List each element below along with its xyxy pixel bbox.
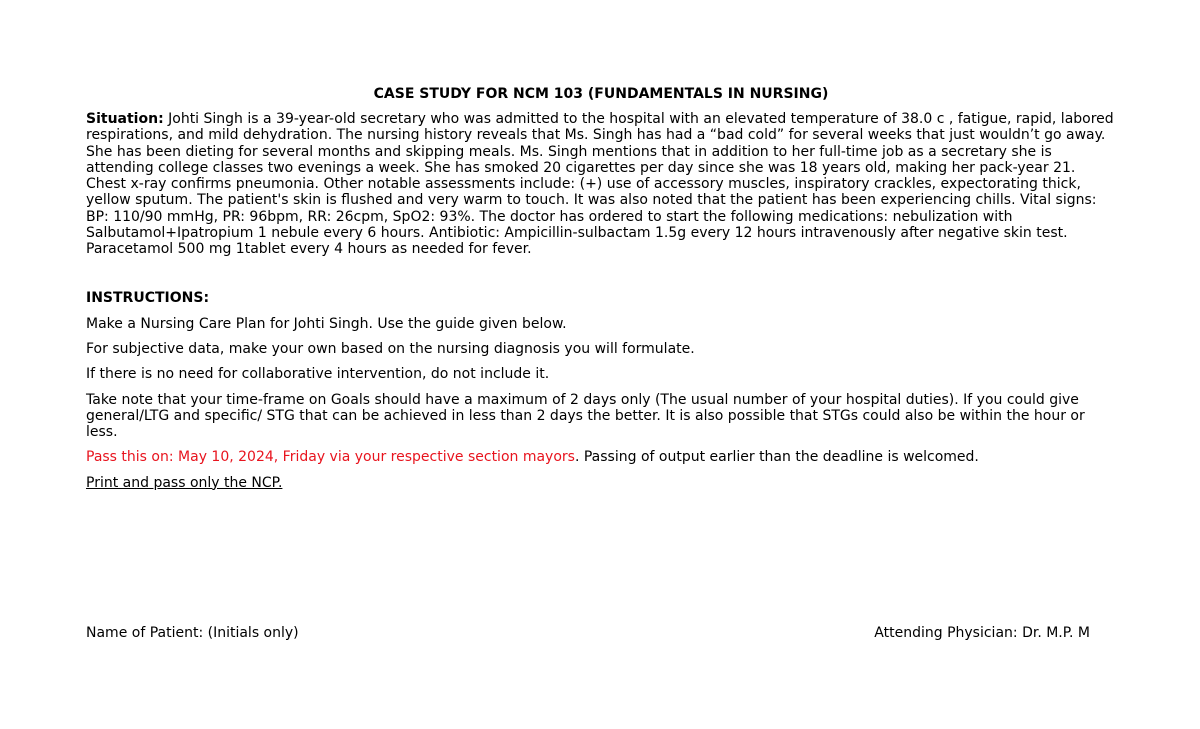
situation-paragraph — [86, 111, 1116, 258]
print-note-paragraph — [86, 475, 1116, 491]
deadline-highlight: Pass this on: May 10, 2024, Friday via your respective section mayors — [86, 449, 575, 466]
document-title: CASE STUDY FOR NCM 103 (FUNDAMENTALS IN NURSING) — [373, 86, 829, 102]
instruction-item-2: For subjective data, make your own based on the nursing diagnosis you will formulate. — [86, 340, 695, 357]
situation-text: Johti Singh is a 39-year-old secretary who was admitted to the hospital with an elevated temperature of 38.0 c , fatigue, rapid, labored respirations, and mild dehydration. The nursing history reveals that Ms. Singh has had a “bad cold” for several weeks that just wouldn’t go away. She has been dieting for several months and skipping meals. Ms. Singh mentions that in addition to her full-time job as a secretary she is attending college classes two evenings a week. She has smoked 20 cigarettes per day since she was 18 years old, making her pack-year 21. Chest x-ray confirms pneumonia. Other notable assessments include: (+) use of accessory muscles, inspiratory crackles, expectorating thick, yellow sputum. The patient's skin is flushed and very warm to touch. It was also noted that the patient has been experiencing chills. Vital signs: BP: 110/90 mmHg, PR: 96bpm, RR: 26cpm, SpO2: 93%. The doctor has ordered to start the following medications: nebulization with Salbutamol+Ipatropium 1 nebule every 6 hours. Antibiotic: Ampicillin-sulbactam 1.5g every 12 hours intravenously after negative skin test. Paracetamol 500 mg 1tablet every 4 hours as needed for fever. — [86, 111, 1114, 258]
patient-name-field: Name of Patient: (Initials only) — [86, 625, 299, 641]
print-note: Print and pass only the NCP. — [86, 474, 283, 491]
instruction-item-3: If there is no need for collaborative intervention, do not include it. — [86, 366, 550, 383]
deadline-paragraph — [86, 449, 1116, 465]
document-footer — [86, 625, 1090, 642]
instruction-item-4: Take note that your time-frame on Goals should have a maximum of 2 days only (The usual number of your hospital duties). If you could give general/LTG and specific/ STG that can be achieved in less than 2 days the better. It is also possible that STGs could also be within the hour or less. — [86, 391, 1085, 441]
deadline-note: . Passing of output earlier than the deadline is welcomed. — [574, 449, 979, 466]
situation-label: Situation: — [86, 111, 164, 127]
instruction-item-1: Make a Nursing Care Plan for Johti Singh. Use the guide given below. — [86, 315, 567, 332]
instructions-heading: INSTRUCTIONS: — [86, 289, 210, 306]
attending-physician-field: Attending Physician: Dr. M.P. M — [874, 625, 1090, 641]
document-page — [86, 86, 1116, 500]
